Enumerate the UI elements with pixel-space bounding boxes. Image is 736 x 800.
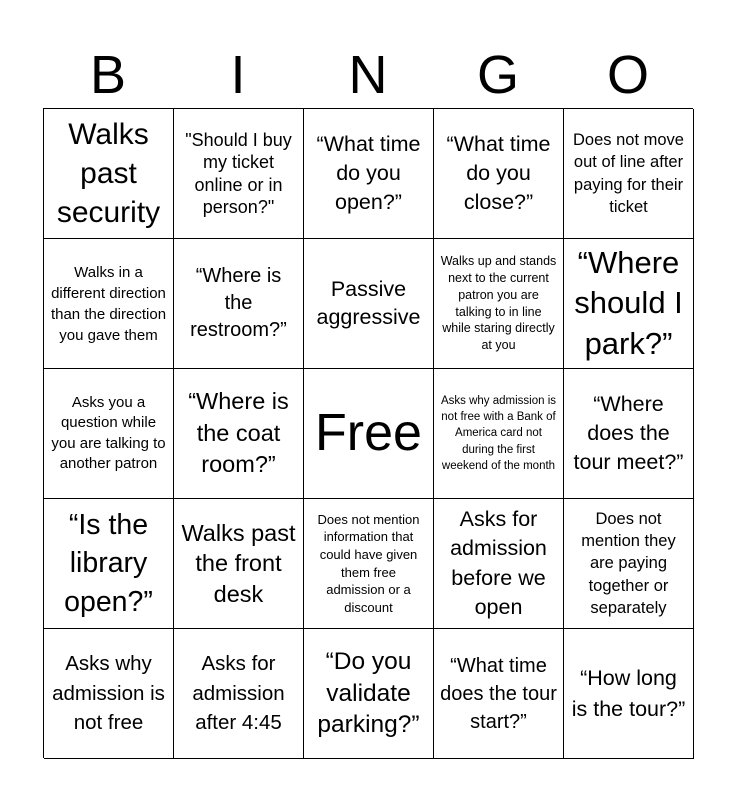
bingo-cell: “Where is the restroom?” [174, 239, 304, 369]
bingo-cell: Does not move out of line after paying for their ticket [564, 109, 694, 239]
bingo-cell: Does not mention they are paying together or separately [564, 499, 694, 629]
bingo-cell: “Where is the coat room?” [174, 369, 304, 499]
bingo-cell: Walks past security [44, 109, 174, 239]
bingo-cell: “Where should I park?” [564, 239, 694, 369]
header-letter-g: G [476, 45, 519, 105]
bingo-cell: Walks past the front desk [174, 499, 304, 629]
bingo-cell: Asks why admission is not free [44, 629, 174, 759]
bingo-cell: “How long is the tour?” [564, 629, 694, 759]
bingo-cell: “Where does the tour meet?” [564, 369, 694, 499]
header-letter-b: B [89, 45, 127, 105]
bingo-cell: “Do you validate parking?” [304, 629, 434, 759]
bingo-cell: Asks you a question while you are talking to another patron [44, 369, 174, 499]
free-space: Free [304, 369, 434, 499]
header-letter-n: N [348, 45, 388, 105]
bingo-cell: Walks in a different direction than the direction you gave them [44, 239, 174, 369]
header-letter-o: O [606, 45, 649, 105]
bingo-cell: “What time do you open?” [304, 109, 434, 239]
bingo-card [43, 108, 693, 758]
bingo-cell: Does not mention information that could have given them free admission or a discount [304, 499, 434, 629]
bingo-cell: Asks for admission before we open [434, 499, 564, 629]
header-letter-i: I [230, 45, 246, 105]
bingo-cell: "Should I buy my ticket online or in person?" [174, 109, 304, 239]
bingo-cell: Walks up and stands next to the current patron you are talking to in line while staring directly at you [434, 239, 564, 369]
bingo-header [43, 42, 693, 108]
bingo-cell: Asks for admission after 4:45 [174, 629, 304, 759]
bingo-cell: “What time do you close?” [434, 109, 564, 239]
bingo-cell: “What time does the tour start?” [434, 629, 564, 759]
bingo-cell: Passive aggressive [304, 239, 434, 369]
bingo-cell: Asks why admission is not free with a Bank of America card not during the first weekend of the month [434, 369, 564, 499]
bingo-cell: “Is the library open?” [44, 499, 174, 629]
